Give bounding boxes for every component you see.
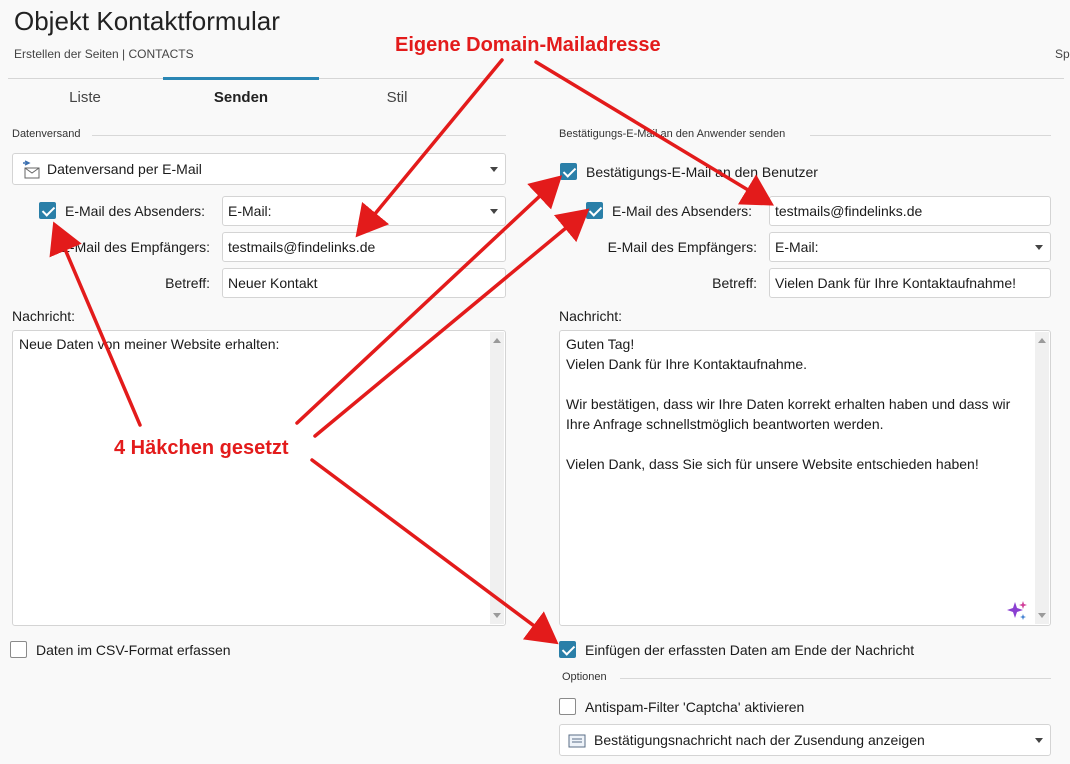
arrow-to-confirm-checkbox [297,180,557,423]
confirm-recipient-label: E-Mail des Empfängers: [607,239,757,255]
message-textarea[interactable]: Neue Daten von meiner Website erhalten: [12,330,506,626]
append-data-label: Einfügen der erfassten Daten am Ende der Nachricht [585,642,915,658]
confirm-subject-label: Betreff: [712,275,757,291]
arrow-to-left-recipient [360,60,502,232]
sender-email-value: E-Mail: [228,203,272,219]
subject-label: Betreff: [165,275,210,291]
sender-email-label: E-Mail des Absenders: [65,203,206,219]
arrow-to-confirm-sender-checkbox [315,213,584,436]
confirm-recipient-value: E-Mail: [775,239,819,255]
confirm-message-textarea[interactable]: Guten Tag! Vielen Dank für Ihre Kontaktaufnahme. Wir bestätigen, dass wir Ihre Daten korrekt erhalten haben und dass wir Ihre Anfrage schnellstmöglich beantworten werden. Vielen Dank, dass Sie sich für unsere Website entschieden haben! [559,330,1051,626]
csv-label: Daten im CSV-Format erfassen [36,642,231,658]
send-method-value: Datenversand per E-Mail [47,161,202,177]
annotation-domain-mail: Eigene Domain-Mailadresse [395,34,661,56]
after-submit-value: Bestätigungsnachricht nach der Zusendung anzeigen [594,732,925,748]
recipient-email-input[interactable]: testmails@findelinks.de [222,232,506,262]
tab-liste[interactable]: Liste [69,89,101,106]
subject-input[interactable]: Neuer Kontakt [222,268,506,298]
tab-stil[interactable]: Stil [386,89,408,106]
message-label: Nachricht: [12,308,76,324]
arrow-to-append-checkbox [312,460,553,640]
confirm-email-label: Bestätigungs-E-Mail an den Benutzer [586,164,818,180]
section-label-options: Optionen [562,671,607,683]
tab-senden[interactable]: Senden [213,89,269,106]
truncated-header-text: Sp [1055,47,1070,61]
confirm-sender-label: E-Mail des Absenders: [612,203,753,219]
annotation-checkmarks: 4 Häkchen gesetzt [114,437,289,459]
breadcrumb: Erstellen der Seiten | CONTACTS [14,47,194,61]
confirm-message-label: Nachricht: [559,308,623,324]
page-title: Objekt Kontaktformular [14,6,280,36]
captcha-label: Antispam-Filter 'Captcha' aktivieren [585,699,805,715]
confirm-subject-input[interactable]: Vielen Dank für Ihre Kontaktaufnahme! [769,268,1051,298]
confirm-sender-input[interactable]: testmails@findelinks.de [769,196,1051,226]
arrow-to-right-sender [536,62,768,202]
section-label-confirmation: Bestätigungs-E-Mail an den Anwender senden [559,128,786,140]
arrow-to-left-sender-checkbox [56,228,140,425]
recipient-email-label: E-Mail des Empfängers: [60,239,210,255]
section-label-datenversand: Datenversand [12,128,81,140]
